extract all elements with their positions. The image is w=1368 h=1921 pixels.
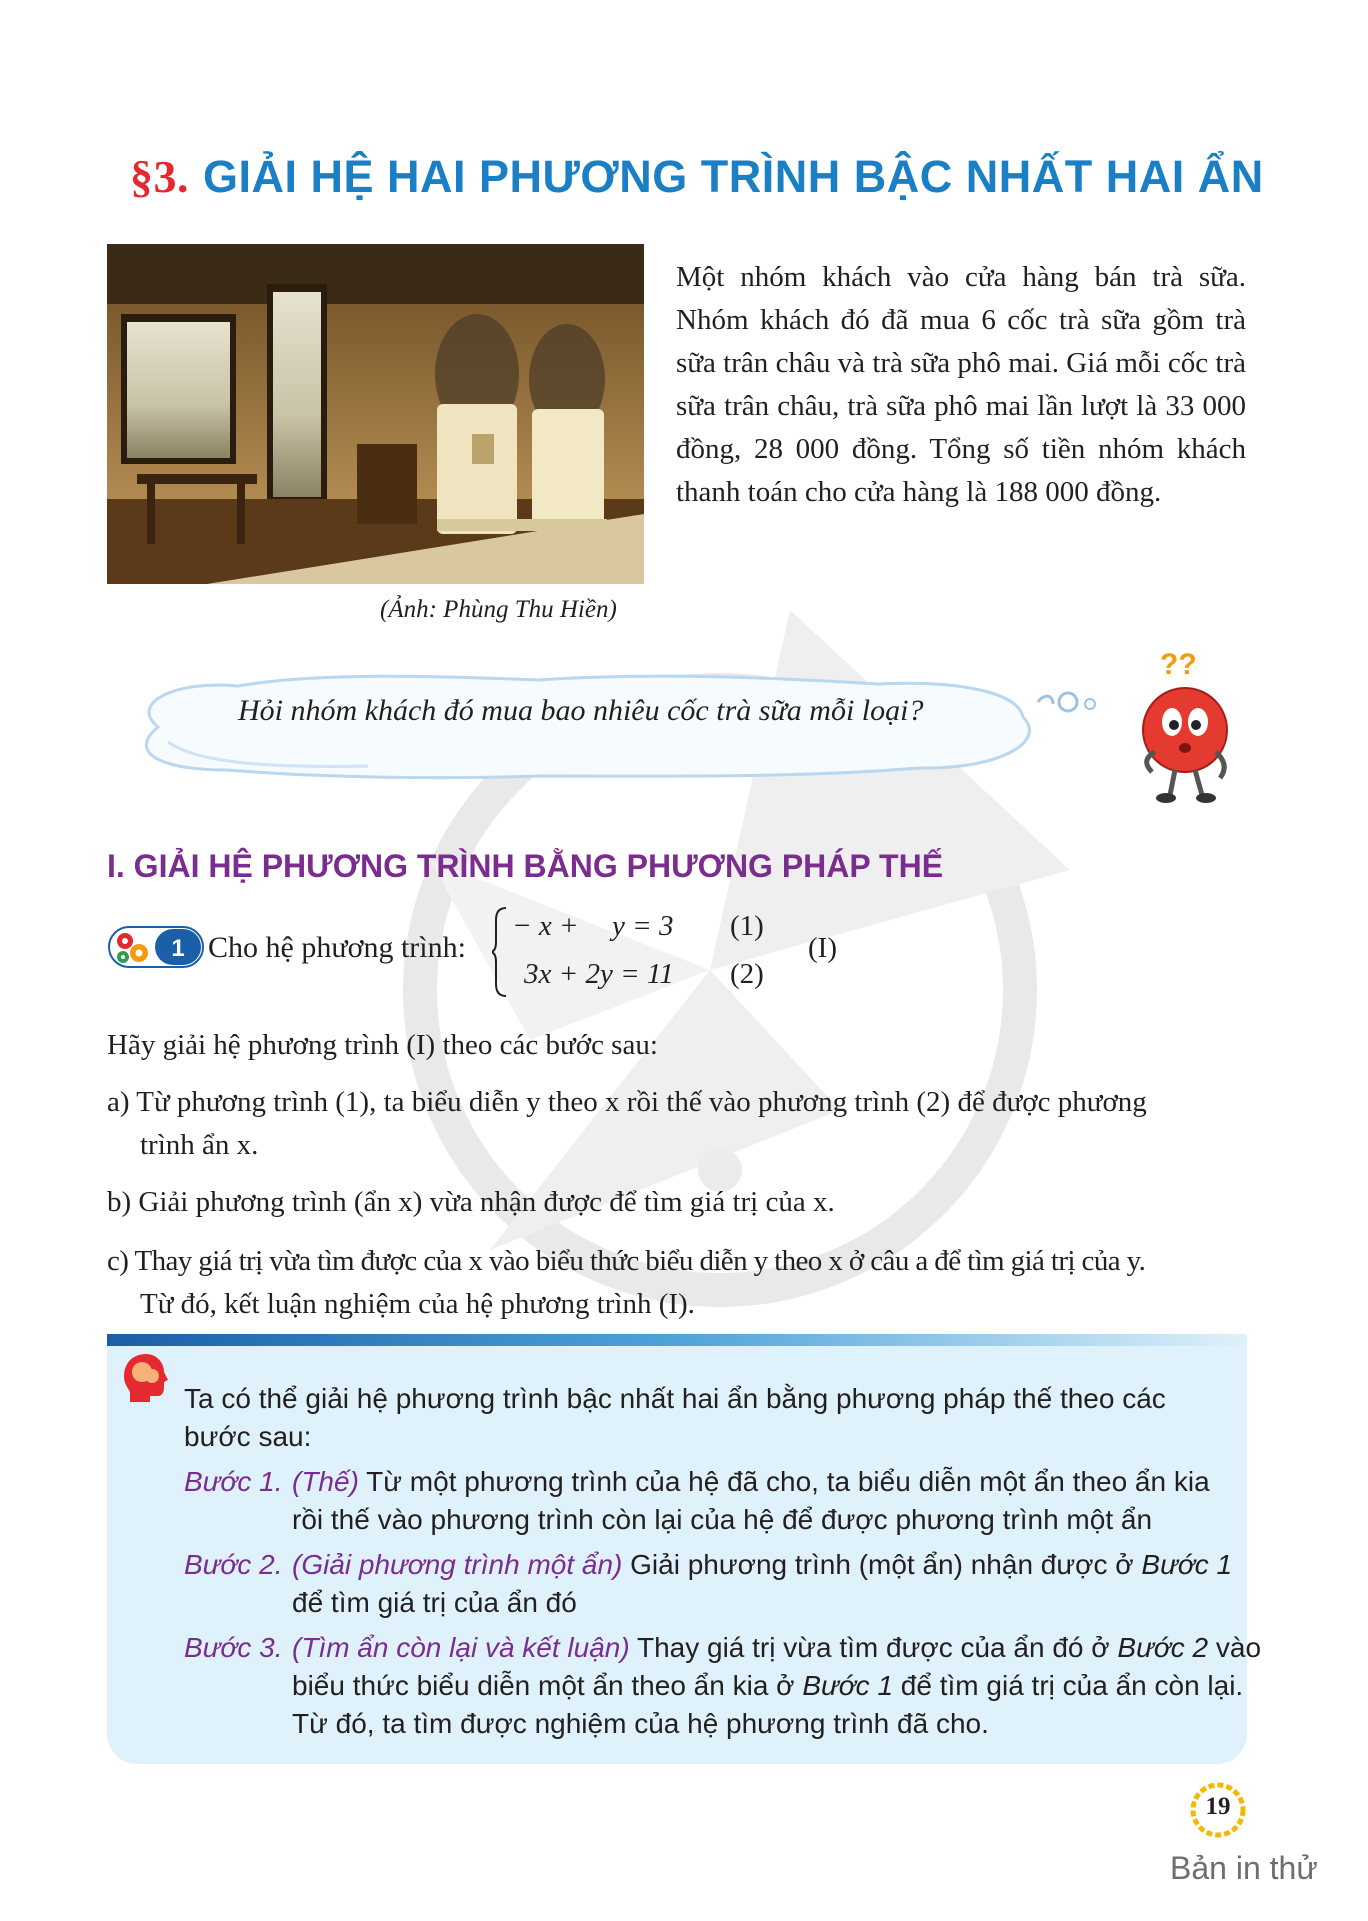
equation-2-tag: (2): [730, 958, 764, 990]
photo-caption: (Ảnh: Phùng Thu Hiền): [380, 596, 617, 623]
system-label: (I): [808, 932, 837, 964]
step-3-name: (Tìm ẩn còn lại và kết luận): [292, 1632, 630, 1663]
step-3-text1a: Thay giá trị vừa tìm được của ẩn đó ở: [629, 1632, 1118, 1663]
instructions-intro: Hãy giải hệ phương trình (I) theo các bước sau:: [107, 1029, 658, 1061]
step-3-line2: [292, 1667, 1243, 1705]
box-intro-line2: bước sau:: [184, 1421, 312, 1452]
step-3-label-wrap: [184, 1629, 282, 1667]
step-3-text2b: để tìm giá trị của ẩn còn lại.: [893, 1670, 1244, 1701]
activity-lead: Cho hệ phương trình:: [208, 931, 466, 964]
step-2-text2: để tìm giá trị của ẩn đó: [292, 1587, 577, 1618]
step-3-content: [292, 1629, 1261, 1667]
knowledge-box-bar: [107, 1334, 1247, 1346]
step-1-content: [292, 1463, 1210, 1501]
instruction-b: b) Giải phương trình (ẩn x) vừa nhận được để tìm giá trị của x.: [107, 1186, 835, 1218]
title-text: GIẢI HỆ HAI PHƯƠNG TRÌNH BẬC NHẤT HAI ẨN: [203, 151, 1264, 202]
brain-icon: [118, 1350, 174, 1406]
box-intro-line1: Ta có thể giải hệ phương trình bậc nhất hai ẩn bằng phương pháp thế theo các: [184, 1383, 1166, 1414]
equation-1-left: − x +: [512, 910, 579, 942]
instruction-a-line2: trình ẩn x.: [140, 1129, 259, 1161]
cafe-photo: [107, 244, 644, 584]
guiding-question: Hỏi nhóm khách đó mua bao nhiêu cốc trà sữa mỗi loại?: [238, 694, 924, 727]
page-title: [130, 150, 1280, 203]
step-2-label: Bước 2.: [184, 1549, 283, 1580]
step-3-ref1: Bước 2: [1117, 1632, 1209, 1663]
step-3-text2a: biểu thức biểu diễn một ẩn theo ẩn kia ở: [292, 1670, 803, 1701]
step-2-name: (Giải phương trình một ẩn): [292, 1549, 623, 1580]
mascot-thinking: [1030, 640, 1250, 810]
step-3-text1b: vào: [1208, 1632, 1262, 1663]
instruction-a-line1: a) Từ phương trình (1), ta biểu diễn y theo x rồi thế vào phương trình (2) để được phương: [107, 1086, 1147, 1118]
equation-1-right: y = 3: [612, 910, 674, 942]
section-heading: I. GIẢI HỆ PHƯƠNG TRÌNH BẰNG PHƯƠNG PHÁP THẾ: [107, 848, 944, 884]
step-1-label: Bước 1.: [184, 1466, 283, 1497]
step-1-line1: [184, 1463, 282, 1501]
activity-number: 1: [171, 935, 185, 962]
print-note: Bản in thử: [1170, 1850, 1318, 1886]
section-number: §3.: [130, 151, 189, 202]
step-1-name: (Thế): [292, 1466, 359, 1497]
intro-paragraph: Một nhóm khách vào cửa hàng bán trà sữa. Nhóm khách đó đã mua 6 cốc trà sữa gồm trà sữa trân châu và trà sữa phô mai. Giá mỗi cốc trà sữa trân châu, trà sữa phô mai lần lượt là 33 000 đồng, 28 000 đồng. Tổng số tiền nhóm khách thanh toán cho cửa hàng là 188 000 đồng.: [676, 261, 1246, 508]
question-marks: ??: [1160, 648, 1197, 681]
step-2-ref: Bước 1: [1141, 1549, 1233, 1580]
page-number: 19: [1205, 1793, 1231, 1820]
equation-2: 3x + 2y = 11: [524, 958, 674, 990]
step-3-text3: Từ đó, ta tìm được nghiệm của hệ phương trình đã cho.: [292, 1708, 989, 1739]
step-2-label-wrap: [184, 1546, 282, 1584]
step-3-ref2: Bước 1: [802, 1670, 894, 1701]
instruction-c-line2: Từ đó, kết luận nghiệm của hệ phương trình (I).: [140, 1288, 695, 1320]
equation-1-tag: (1): [730, 910, 764, 942]
step-2-content: [292, 1546, 1232, 1584]
step-1-text1: Từ một phương trình của hệ đã cho, ta biểu diễn một ẩn theo ẩn kia: [358, 1466, 1210, 1497]
activity-badge: [107, 925, 205, 969]
step-2-text1: Giải phương trình (một ẩn) nhận được ở: [622, 1549, 1142, 1580]
step-3-label: Bước 3.: [184, 1632, 283, 1663]
instruction-c-line1: c) Thay giá trị vừa tìm được của x vào biểu thức biểu diễn y theo x ở câu a để tìm giá trị của y.: [107, 1245, 1146, 1277]
step-1-text2: rồi thế vào phương trình còn lại của hệ để được phương trình một ẩn: [292, 1504, 1153, 1535]
